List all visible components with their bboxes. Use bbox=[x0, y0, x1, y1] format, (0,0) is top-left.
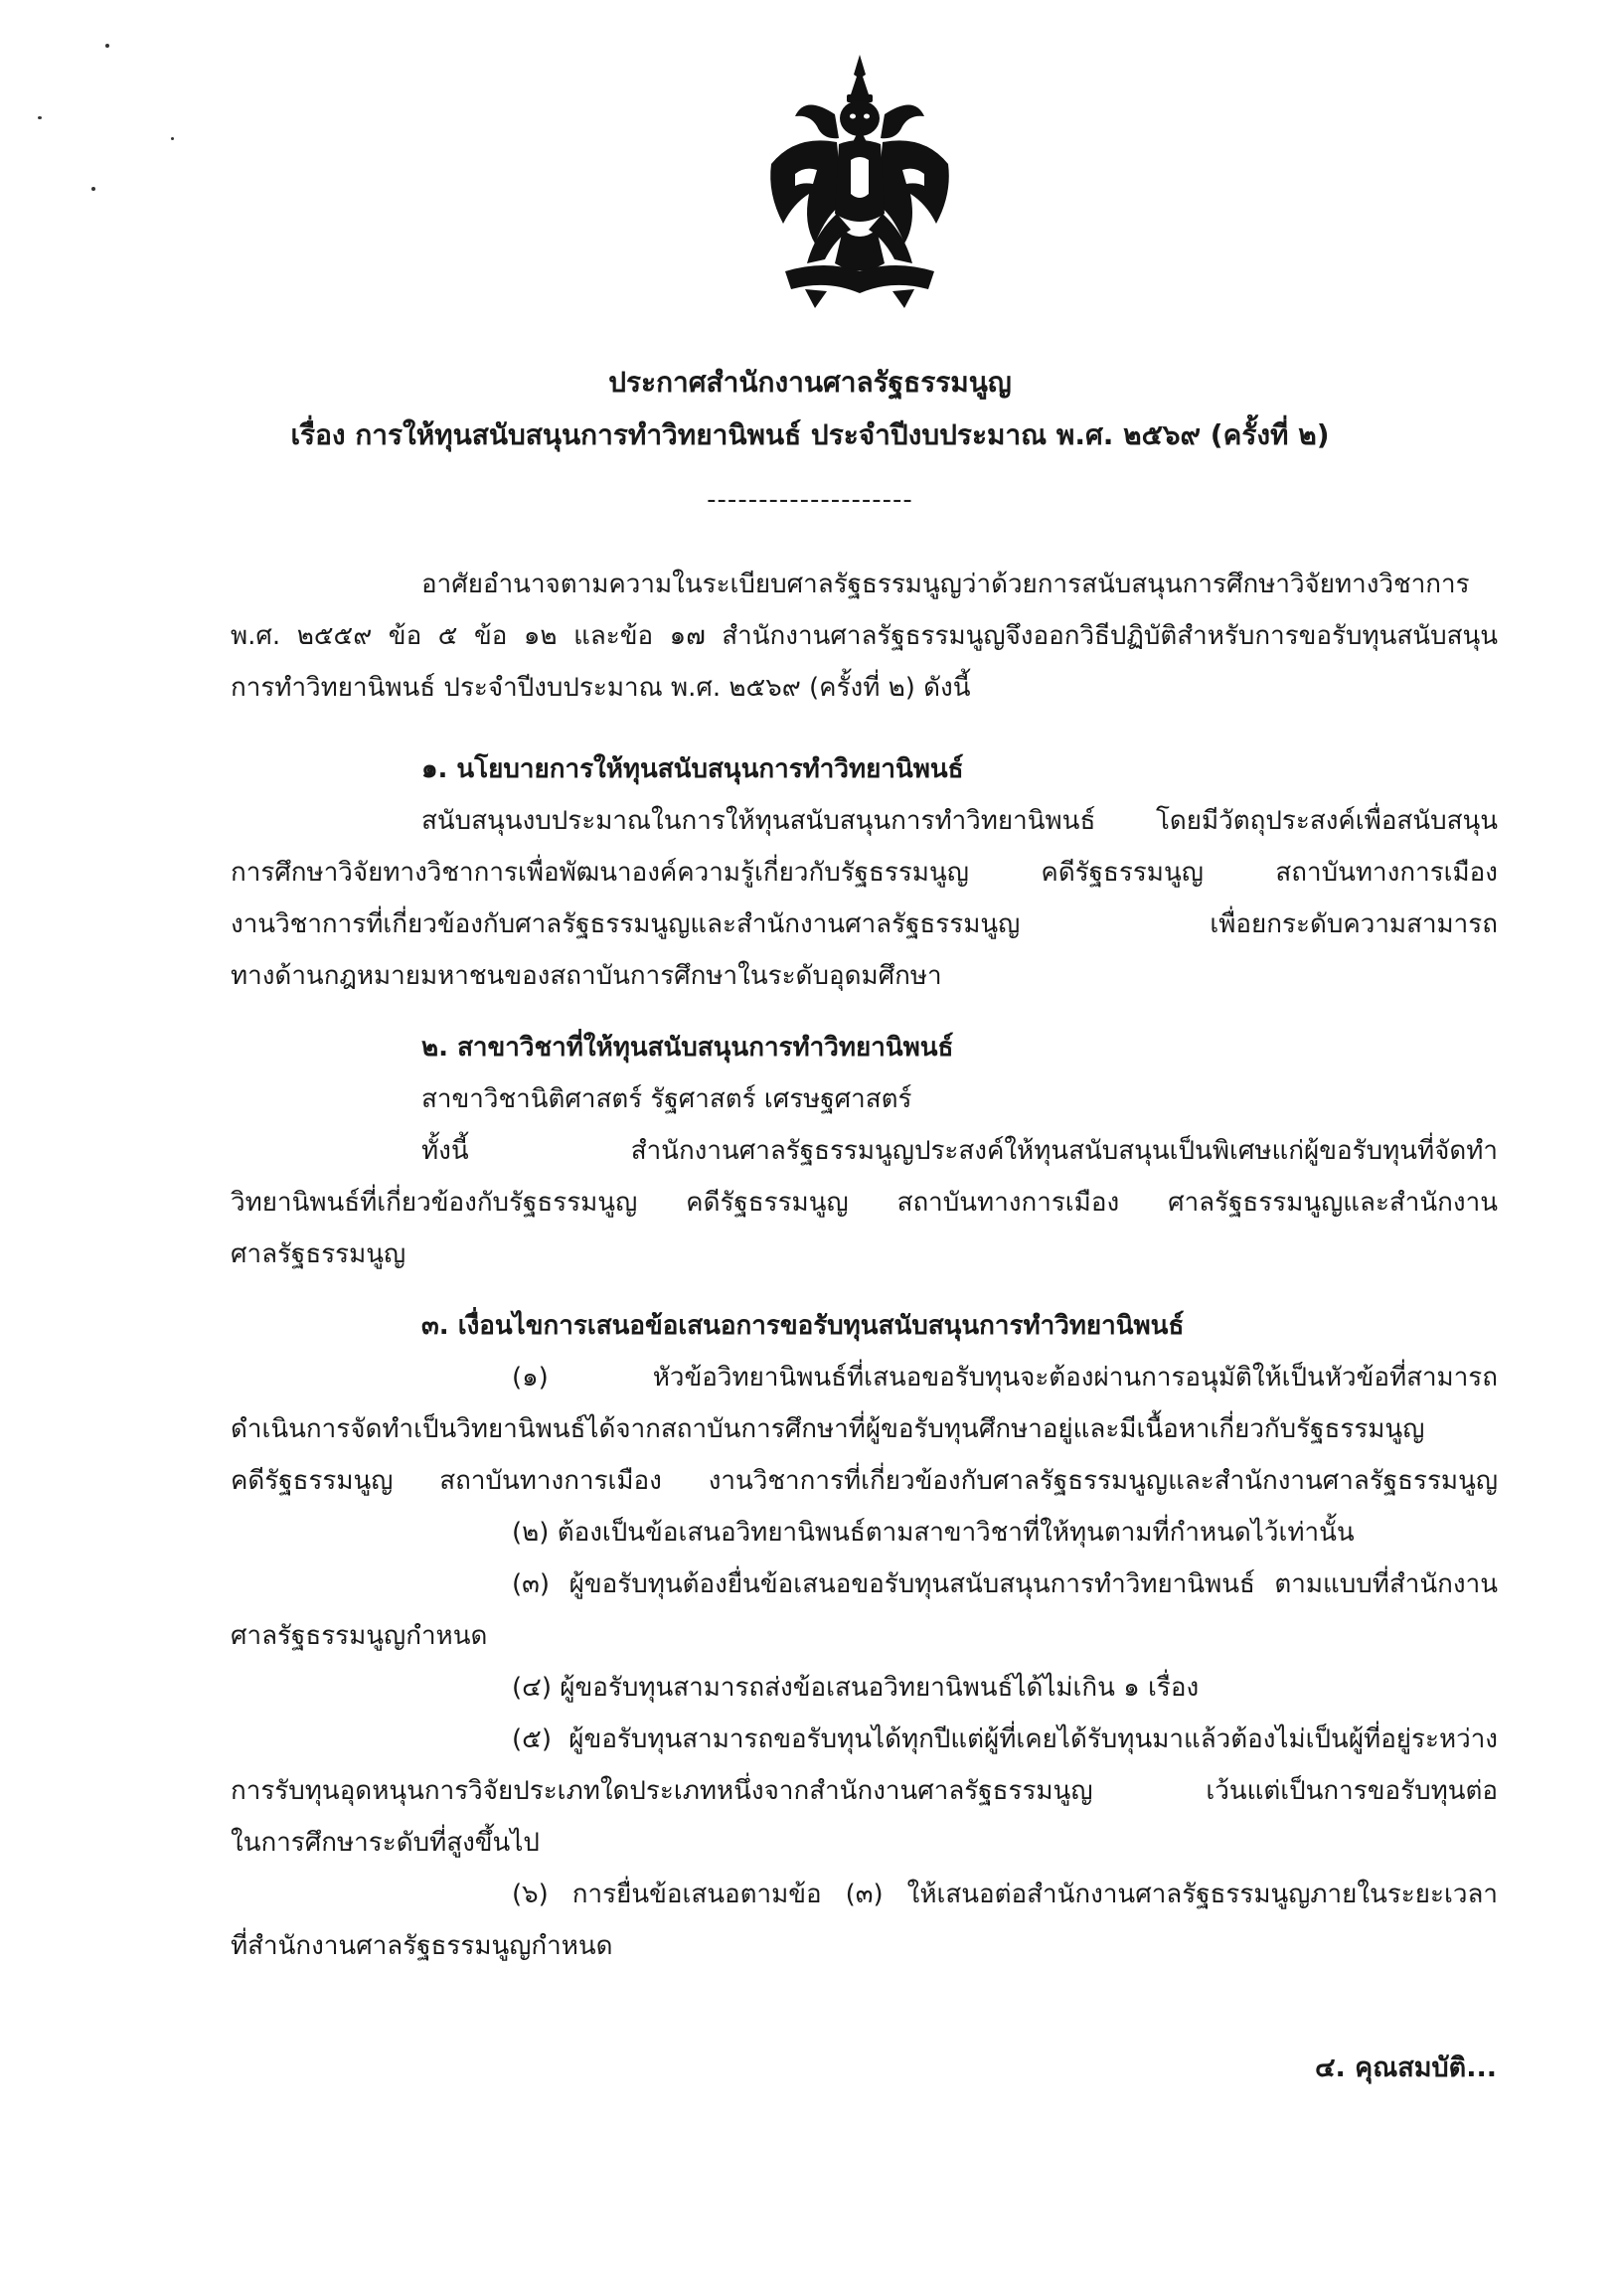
scan-speck bbox=[91, 187, 95, 191]
section-1-line: ทางด้านกฎหมายมหาชนของสถาบันการศึกษาในระดับอุดมศึกษา bbox=[231, 961, 942, 991]
intro-line: อาศัยอำนาจตามความในระเบียบศาลรัฐธรรมนูญว่าด้วยการสนับสนุนการศึกษาวิจัยทางวิชาการ bbox=[421, 570, 1470, 599]
section-2-line: ศาลรัฐธรรมนูญ bbox=[231, 1239, 406, 1269]
section-1-heading: ๑. นโยบายการให้ทุนสนับสนุนการทำวิทยานิพนธ์ bbox=[421, 754, 964, 784]
announcement-subject: เรื่อง การให้ทุนสนับสนุนการทำวิทยานิพนธ์ ประจำปีงบประมาณ พ.ศ. ๒๕๖๙ (ครั้งที่ ๒) bbox=[290, 418, 1330, 451]
condition-1-line: ดำเนินการจัดทำเป็นวิทยานิพนธ์ได้จากสถาบันการศึกษาที่ผู้ขอรับทุนศึกษาอยู่และมีเนื้อหาเกี่ยวกับรัฐธรรมนูญ bbox=[231, 1414, 1425, 1444]
scan-speck bbox=[105, 44, 109, 48]
section-1-line: การศึกษาวิจัยทางวิชาการเพื่อพัฒนาองค์ความรู้เกี่ยวกับรัฐธรรมนูญ คดีรัฐธรรมนูญ สถาบันทางการเมือง bbox=[231, 858, 1498, 888]
section-3-heading: ๓. เงื่อนไขการเสนอข้อเสนอการขอรับทุนสนับสนุนการทำวิทยานิพนธ์ bbox=[421, 1311, 1185, 1341]
condition-1-line: (๑) หัวข้อวิทยานิพนธ์ที่เสนอขอรับทุนจะต้องผ่านการอนุมัติให้เป็นหัวข้อที่สามารถ bbox=[512, 1363, 1498, 1393]
condition-5-line: ในการศึกษาระดับที่สูงขึ้นไป bbox=[231, 1828, 540, 1858]
condition-4-line: (๔) ผู้ขอรับทุนสามารถส่งข้อเสนอวิทยานิพนธ์ได้ไม่เกิน ๑ เรื่อง bbox=[512, 1673, 1200, 1703]
continuation-note: ๔. คุณสมบัติ... bbox=[1315, 2052, 1497, 2083]
section-2-line: สาขาวิชานิติศาสตร์ รัฐศาสตร์ เศรษฐศาสตร์ bbox=[421, 1084, 912, 1114]
condition-5-line: การรับทุนอุดหนุนการวิจัยประเภทใดประเภทหนึ่งจากสำนักงานศาลรัฐธรรมนูญ เว้นแต่เป็นการขอรับทุนต่อ bbox=[231, 1776, 1498, 1806]
condition-2-line: (๒) ต้องเป็นข้อเสนอวิทยานิพนธ์ตามสาขาวิชาที่ให้ทุนตามที่กำหนดไว้เท่านั้น bbox=[512, 1518, 1355, 1548]
scan-speck bbox=[38, 116, 42, 119]
garuda-emblem-icon bbox=[765, 55, 954, 308]
title-separator: -------------------- bbox=[707, 485, 913, 515]
intro-line: พ.ศ. ๒๕๕๙ ข้อ ๕ ข้อ ๑๒ และข้อ ๑๗ สำนักงานศาลรัฐธรรมนูญจึงออกวิธีปฏิบัติสำหรับการขอรับทุนสนับสนุน bbox=[231, 621, 1498, 651]
condition-5-line: (๕) ผู้ขอรับทุนสามารถขอรับทุนได้ทุกปีแต่ผู้ที่เคยได้รับทุนมาแล้วต้องไม่เป็นผู้ที่อยู่ระหว่าง bbox=[512, 1724, 1498, 1754]
section-1-line: สนับสนุนงบประมาณในการให้ทุนสนับสนุนการทำวิทยานิพนธ์ โดยมีวัตถุประสงค์เพื่อสนับสนุน bbox=[421, 806, 1498, 836]
condition-6-line: ที่สำนักงานศาลรัฐธรรมนูญกำหนด bbox=[231, 1931, 613, 1961]
section-2-heading: ๒. สาขาวิชาที่ให้ทุนสนับสนุนการทำวิทยานิพนธ์ bbox=[421, 1033, 954, 1063]
condition-3-line: ศาลรัฐธรรมนูญกำหนด bbox=[231, 1621, 488, 1651]
scan-speck bbox=[171, 137, 174, 140]
condition-1-line: คดีรัฐธรรมนูญ สถาบันทางการเมือง งานวิชาการที่เกี่ยวข้องกับศาลรัฐธรรมนูญและสำนักงานศาลรัฐธรรมนูญ bbox=[231, 1466, 1498, 1496]
condition-3-line: (๓) ผู้ขอรับทุนต้องยื่นข้อเสนอขอรับทุนสนับสนุนการทำวิทยานิพนธ์ ตามแบบที่สำนักงาน bbox=[512, 1569, 1498, 1599]
section-1-line: งานวิชาการที่เกี่ยวข้องกับศาลรัฐธรรมนูญและสำนักงานศาลรัฐธรรมนูญ เพื่อยกระดับความสามารถ bbox=[231, 909, 1498, 939]
condition-6-line: (๖) การยื่นข้อเสนอตามข้อ (๓) ให้เสนอต่อสำนักงานศาลรัฐธรรมนูญภายในระยะเวลา bbox=[512, 1880, 1498, 1909]
section-2-line: ทั้งนี้ สำนักงานศาลรัฐธรรมนูญประสงค์ให้ทุนสนับสนุนเป็นพิเศษแก่ผู้ขอรับทุนที่จัดทำ bbox=[421, 1136, 1498, 1166]
intro-line: การทำวิทยานิพนธ์ ประจำปีงบประมาณ พ.ศ. ๒๕๖๙ (ครั้งที่ ๒) ดังนี้ bbox=[231, 673, 971, 703]
announcement-title: ประกาศสำนักงานศาลรัฐธรรมนูญ bbox=[608, 366, 1012, 399]
section-2-line: วิทยานิพนธ์ที่เกี่ยวข้องกับรัฐธรรมนูญ คดีรัฐธรรมนูญ สถาบันทางการเมือง ศาลรัฐธรรมนูญและสำนักงาน bbox=[231, 1188, 1498, 1218]
